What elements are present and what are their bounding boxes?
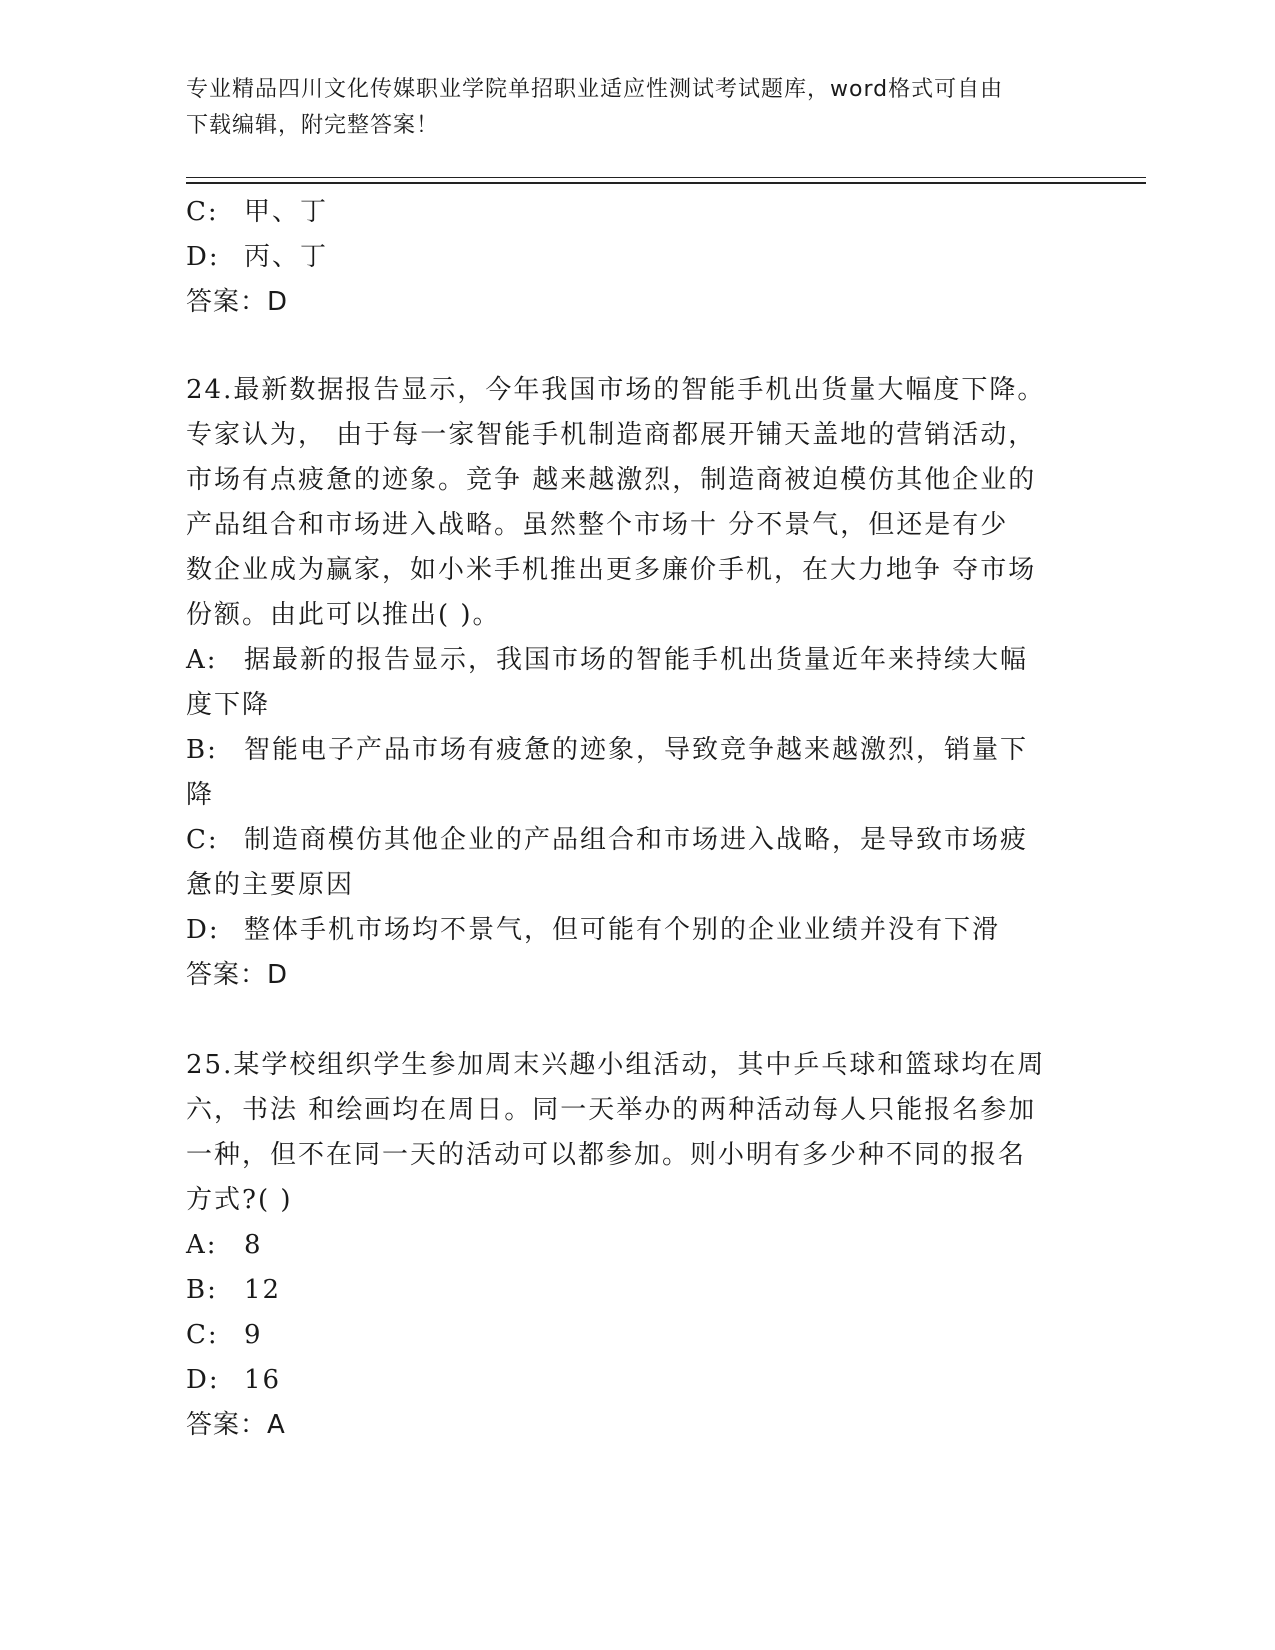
option-label: A: bbox=[186, 645, 218, 675]
header-line-1: 专业精品四川文化传媒职业学院单招职业适应性测试考试题库，word格式可自由 bbox=[186, 77, 1004, 102]
option-c bbox=[186, 1313, 1076, 1358]
option-label: D: bbox=[186, 915, 220, 945]
option-text: 丙、丁 bbox=[244, 242, 329, 272]
option-b bbox=[186, 728, 1076, 773]
answer-25: 答案：A bbox=[186, 1410, 286, 1440]
prev-option-d bbox=[186, 235, 1076, 280]
option-label: B: bbox=[186, 1275, 218, 1305]
answer-24: 答案：D bbox=[186, 960, 289, 990]
option-b bbox=[186, 1268, 1076, 1313]
option-c bbox=[186, 818, 1076, 863]
option-label: D: bbox=[186, 242, 220, 272]
document-body bbox=[186, 190, 1076, 1448]
option-label: A: bbox=[186, 1230, 218, 1260]
question-25 bbox=[186, 1043, 1076, 1448]
option-label: B: bbox=[186, 735, 218, 765]
prev-answer: 答案：D bbox=[186, 287, 289, 317]
spacer bbox=[186, 998, 1076, 1043]
spacer bbox=[186, 325, 1076, 370]
question-text-line: 24.最新数据报告显示，今年我国市场的智能手机出货量大幅度下降。 bbox=[186, 375, 1046, 405]
prev-option-c bbox=[186, 190, 1076, 235]
option-a bbox=[186, 1223, 1076, 1268]
option-text: 12 bbox=[244, 1275, 282, 1305]
option-label: C: bbox=[186, 197, 219, 227]
document-header bbox=[186, 72, 1076, 144]
question-text-line: 份额。由此可以推出( )。 bbox=[186, 600, 501, 630]
option-label: D: bbox=[186, 1365, 220, 1395]
question-text-line: 专家认为， 由于每一家智能手机制造商都展开铺天盖地的营销活动， bbox=[186, 420, 1037, 450]
option-d bbox=[186, 908, 1076, 953]
option-text: 16 bbox=[244, 1365, 282, 1395]
option-c-continued: 惫的主要原因 bbox=[186, 870, 355, 900]
option-b-continued: 降 bbox=[186, 780, 215, 810]
header-divider-thick bbox=[186, 182, 1146, 184]
option-text: 甲、丁 bbox=[244, 197, 329, 227]
question-text-line: 产品组合和市场进入战略。虽然整个市场十 分不景气，但还是有少 bbox=[186, 510, 1009, 540]
question-text-line: 一种，但不在同一天的活动可以都参加。则小明有多少种不同的报名 bbox=[186, 1140, 1027, 1170]
option-text: 据最新的报告显示，我国市场的智能手机出货量近年来持续大幅 bbox=[244, 645, 1029, 675]
option-label: C: bbox=[186, 825, 219, 855]
header-line-2: 下载编辑，附完整答案！ bbox=[186, 113, 440, 138]
option-text: 制造商模仿其他企业的产品组合和市场进入战略，是导致市场疲 bbox=[244, 825, 1029, 855]
option-text: 智能电子产品市场有疲惫的迹象，导致竞争越来越激烈，销量下 bbox=[244, 735, 1029, 765]
question-text-line: 数企业成为赢家，如小米手机推出更多廉价手机，在大力地争 夺市场 bbox=[186, 555, 1037, 585]
question-text-line: 方式?( ) bbox=[186, 1185, 293, 1215]
option-text: 整体手机市场均不景气，但可能有个别的企业业绩并没有下滑 bbox=[244, 915, 1001, 945]
question-text-line: 市场有点疲惫的迹象。竞争 越来越激烈，制造商被迫模仿其他企业的 bbox=[186, 465, 1037, 495]
option-a bbox=[186, 638, 1076, 683]
question-24 bbox=[186, 368, 1076, 998]
question-text-line: 25.某学校组织学生参加周末兴趣小组活动，其中乒乓球和篮球均在周 bbox=[186, 1050, 1046, 1080]
option-text: 8 bbox=[244, 1230, 263, 1260]
header-divider-thin bbox=[186, 177, 1146, 178]
option-d bbox=[186, 1358, 1076, 1403]
question-text-line: 六，书法 和绘画均在周日。同一天举办的两种活动每人只能报名参加 bbox=[186, 1095, 1037, 1125]
option-text: 9 bbox=[244, 1320, 263, 1350]
option-label: C: bbox=[186, 1320, 219, 1350]
option-a-continued: 度下降 bbox=[186, 690, 271, 720]
